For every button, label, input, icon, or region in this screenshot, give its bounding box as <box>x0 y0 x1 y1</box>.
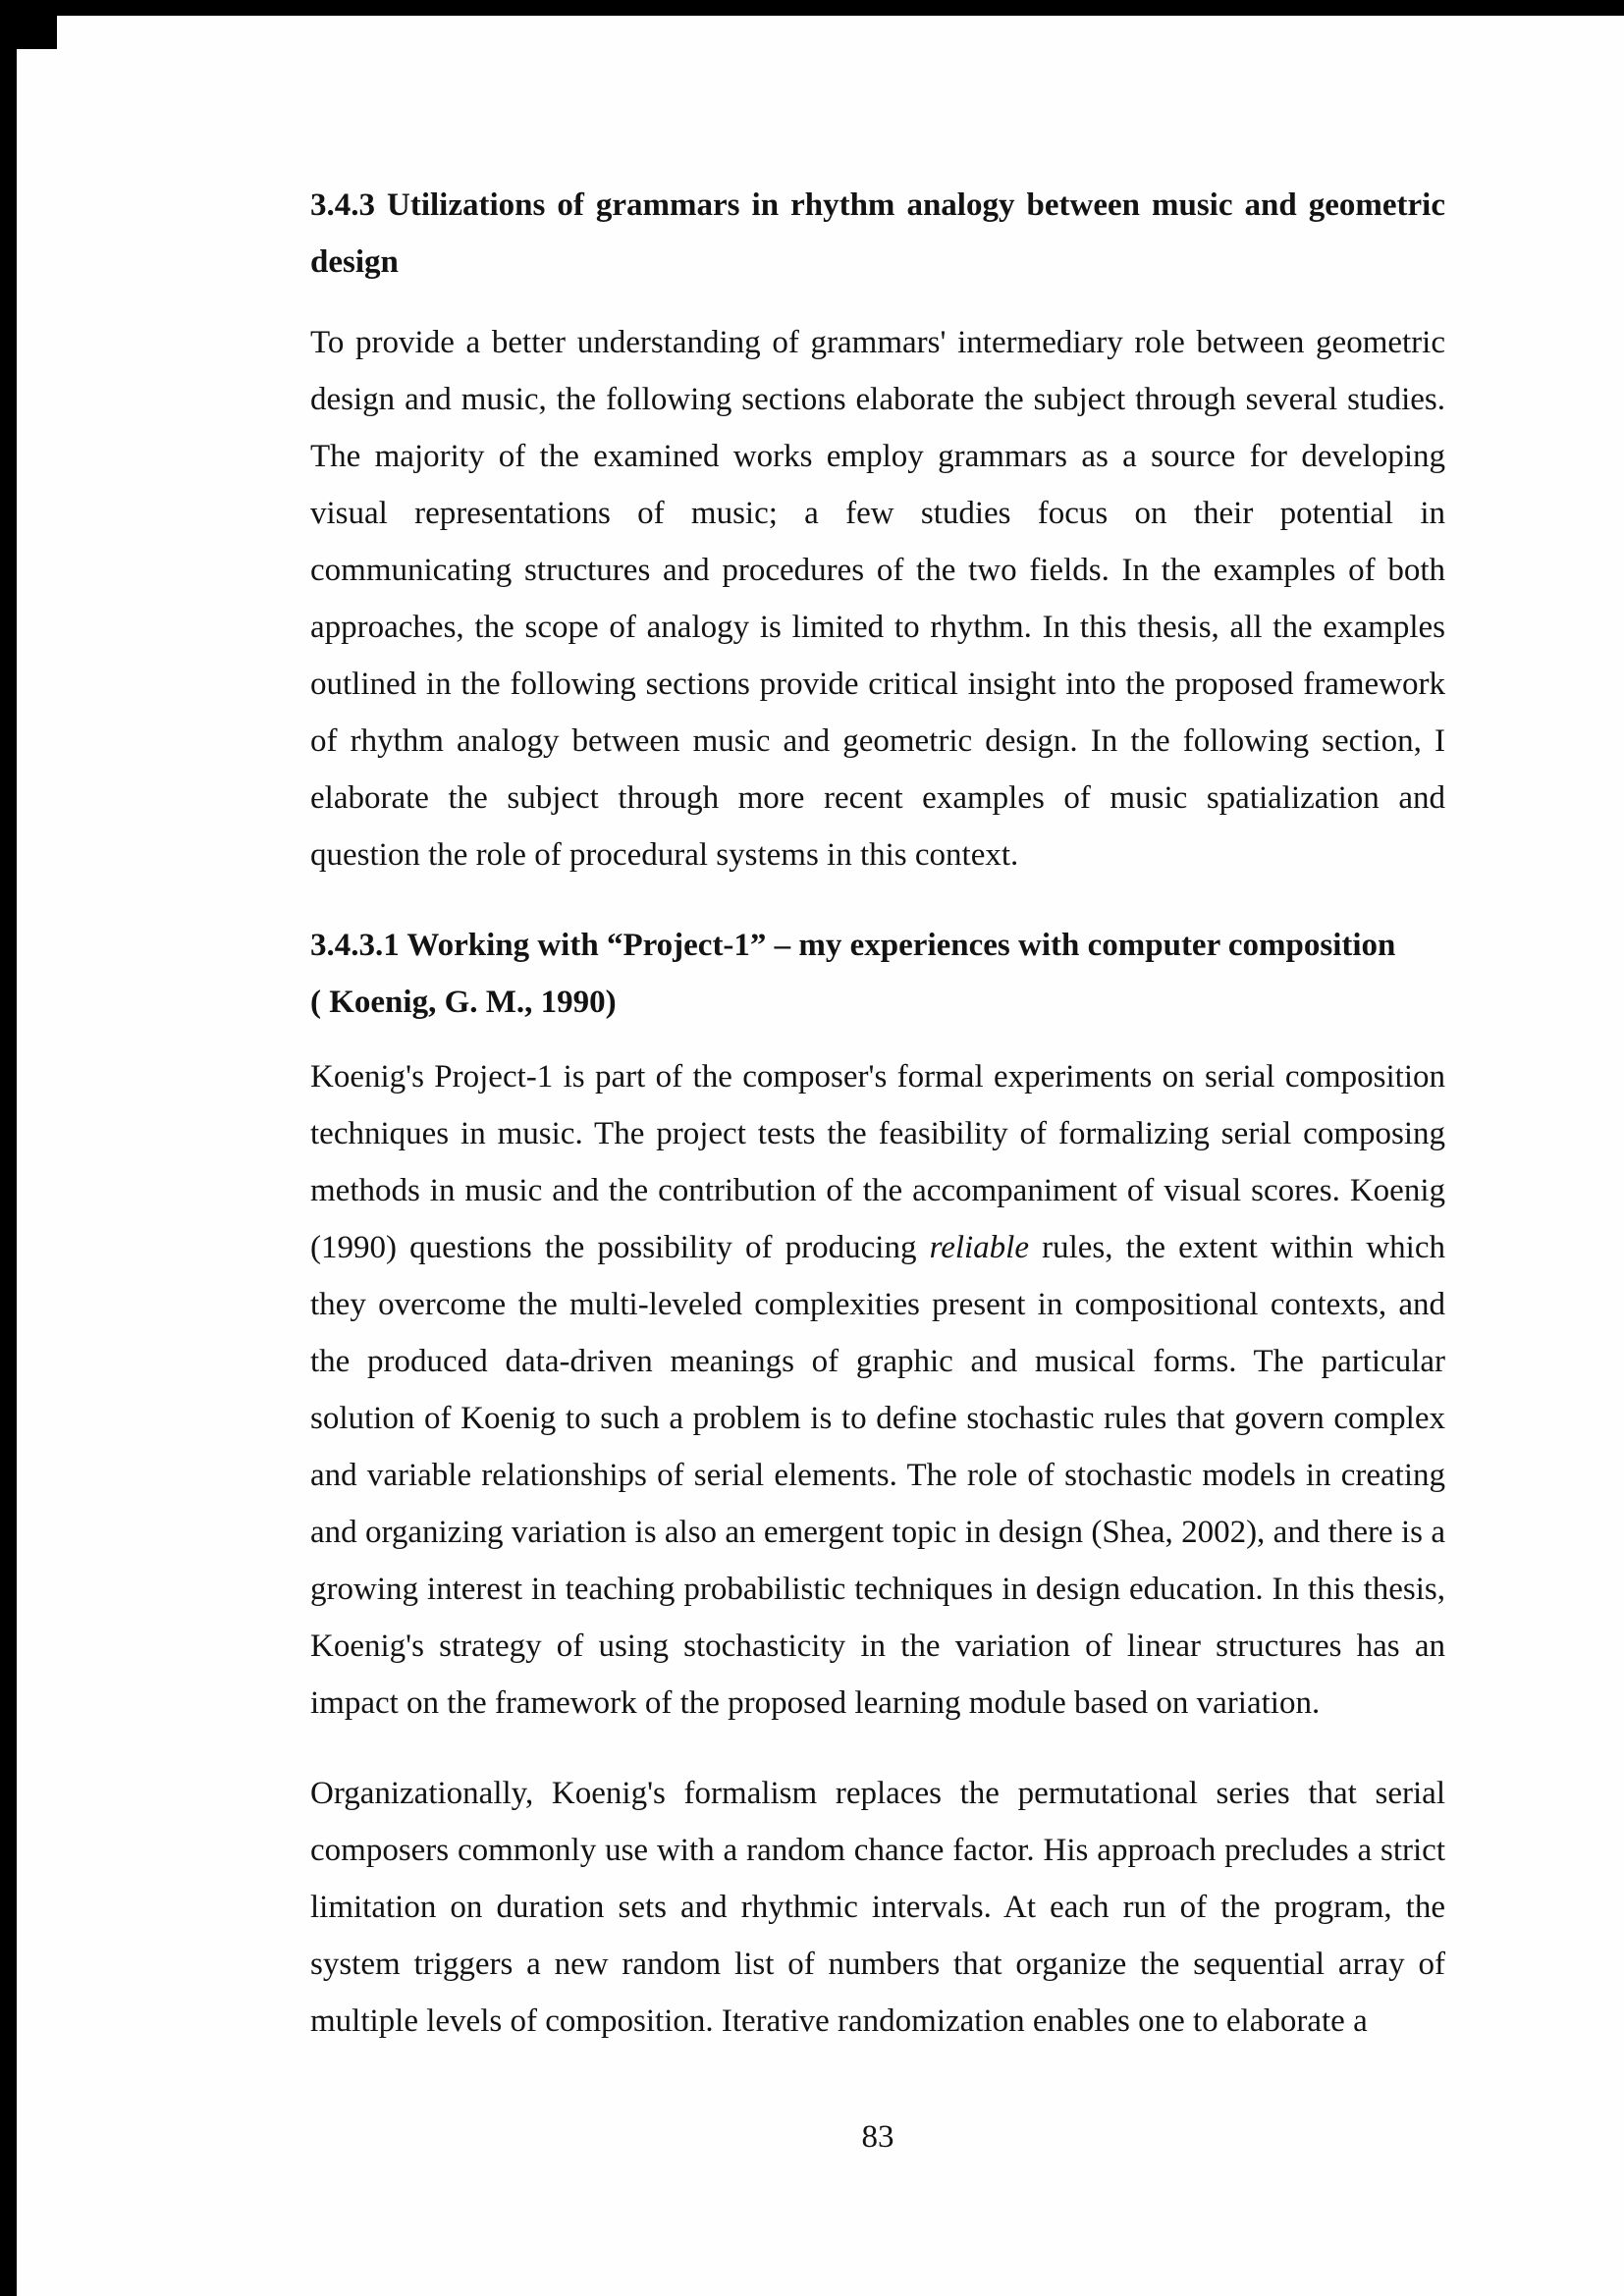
section-heading-3-4-3: 3.4.3 Utilizations of grammars in rhythm analogy between music and geometric design <box>310 187 1445 280</box>
subheading-citation-line: ( Koenig, G. M., 1990) <box>310 985 617 1020</box>
paragraph-koenig-text: Koenig's Project-1 is part of the composer's formal experiments on serial composition techniques in music. The project tests the feasibility of formalizing serial composing methods in music and the contribution of the accompaniment of visual scores. Koenig (1990) questions the possibility of producing <box>310 1059 1445 1265</box>
paragraph-koenig-text-continued: rules, the extent within which they overcome the multi-leveled complexities present in compositional contexts, and the produced data-driven meanings of graphic and musical forms. The particular solution of Koenig to such a problem is to define stochastic rules that govern complex and variable relationships of serial elements. The role of stochastic models in creating and organizing variation is also an emergent topic in design (Shea, 2002), and there is a growing interest in teaching probabilistic techniques in design education. In this thesis, Koenig's strategy of using stochasticity in the variation of linear structures has an impact on the framework of the proposed learning module based on variation. <box>310 1230 1445 1721</box>
subheading-title-line: 3.4.3.1 Working with “Project-1” – my experiences with computer composition <box>310 928 1396 963</box>
scan-border-top <box>0 0 1624 16</box>
section-heading-3-4-3-1 <box>310 917 1445 1031</box>
italic-term-reliable: reliable <box>929 1230 1029 1265</box>
paragraph-organizational-formalism: Organizationally, Koenig's formalism replaces the permutational series that serial composers commonly use with a random chance factor. His approach precludes a strict limitation on duration sets and rhythmic intervals. At each run of the program, the system triggers a new random list of numbers that organize the sequential array of multiple levels of composition. Iterative randomization enables one to elaborate a <box>310 1776 1445 2039</box>
scan-border-left <box>0 0 17 2296</box>
paragraph-grammars-intro: To provide a better understanding of grammars' intermediary role between geometric design and music, the following sections elaborate the subject through several studies. The majority of the examined works employ grammars as a source for developing visual representations of music; a few studies focus on their potential in communicating structures and procedures of the two fields. In the examples of both approaches, the scope of analogy is limited to rhythm. In this thesis, all the examples outlined in the following sections provide critical insight into the proposed framework of rhythm analogy between music and geometric design. In the following section, I elaborate the subject through more recent examples of music spatialization and question the role of procedural systems in this context. <box>310 325 1445 873</box>
page-number: 83 <box>861 2119 894 2155</box>
scan-border-corner <box>0 0 57 49</box>
page-content <box>310 177 1445 2083</box>
paragraph-koenig-project1 <box>310 1048 1445 1732</box>
